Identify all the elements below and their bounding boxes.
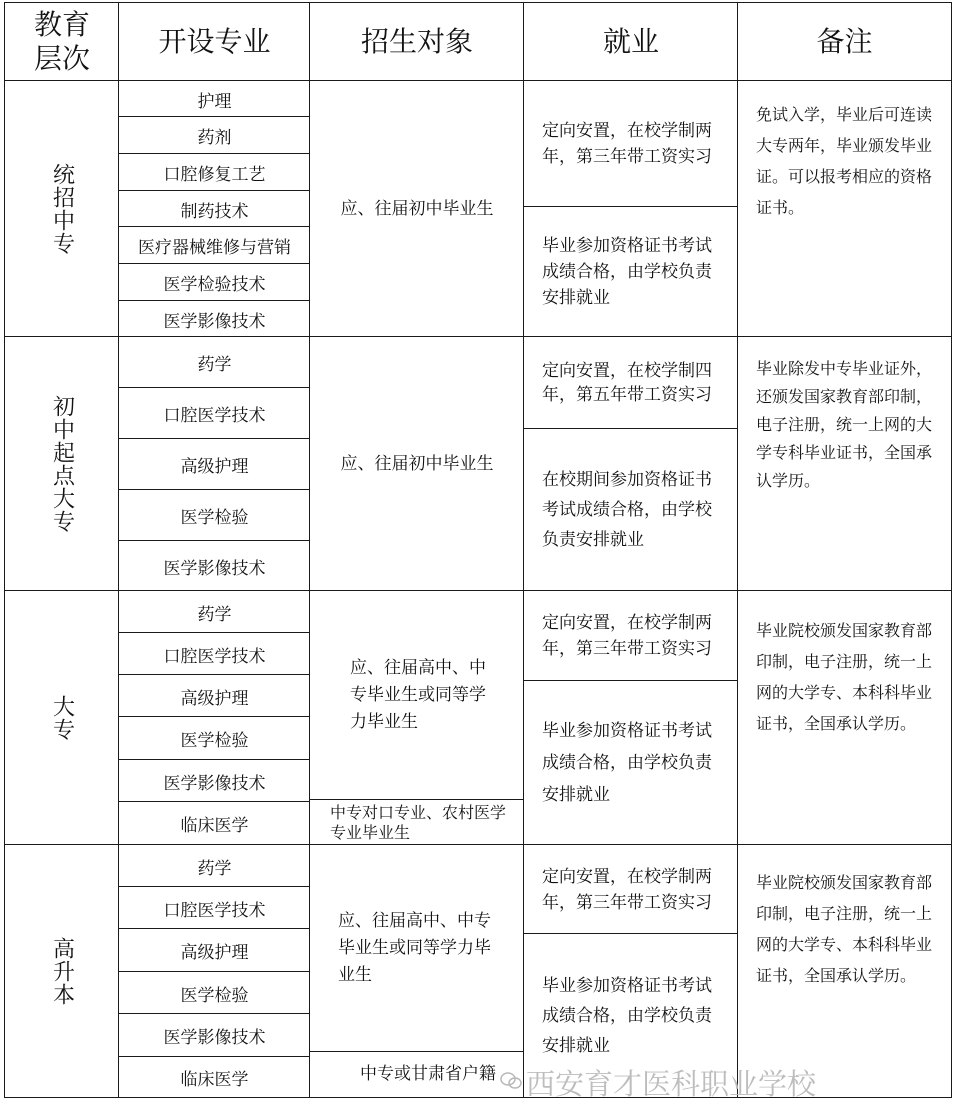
major-cell: 口腔医学技术: [118, 387, 311, 440]
notes-cell: 免试入学，毕业后可连读大专两年，毕业颁发毕业证。可以报考相应的资格证书。: [737, 80, 952, 338]
watermark-text: 西安育才医科职业学校: [526, 1067, 817, 1101]
major-cell: 高级护理: [118, 928, 311, 973]
wechat-icon: [500, 1072, 522, 1090]
major-cell: 药学: [118, 844, 311, 888]
major-cell: 药剂: [118, 116, 311, 155]
header-level-line1: 教育: [33, 8, 90, 42]
target-cell-secondary: 中专或甘肃省户籍: [309, 1051, 525, 1098]
notes-cell: 毕业除发中专毕业证外，还颁发国家教育部印制，电子注册，统一上网的大学专科毕业证书，全国承认学历。: [737, 336, 952, 592]
major-cell: 药学: [118, 590, 311, 634]
employment-cell: 毕业参加资格证书考试成绩合格，由学校负责安排就业: [523, 680, 739, 846]
major-cell: 医学检验: [118, 971, 311, 1015]
header-employment: 就业: [523, 2, 739, 82]
target-cell: 应、往届初中毕业生: [309, 80, 525, 338]
target-cell: 应、往届初中毕业生: [309, 336, 525, 592]
employment-cell: 毕业参加资格证书考试成绩合格，由学校负责安排就业: [523, 206, 739, 338]
major-cell: 高级护理: [118, 438, 311, 491]
target-cell: 应、往届高中、中专毕业生或同等学力毕业生: [309, 844, 525, 1053]
employment-cell: 定向安置，在校学制两年，第三年带工资实习: [523, 80, 739, 208]
header-level-line2: 层次: [33, 42, 90, 75]
level-cell: 初中起点大专: [4, 336, 120, 592]
target-cell-secondary: 中专对口专业、农村医学专业毕业生: [309, 799, 525, 846]
major-cell: 医疗器械维修与营销: [118, 226, 311, 265]
major-cell: 医学影像技术: [118, 1013, 311, 1058]
major-cell: 口腔修复工艺: [118, 153, 311, 192]
major-cell: 护理: [118, 80, 311, 118]
level-cell: 大专: [4, 590, 120, 846]
employment-cell: 定向安置，在校学制两年，第三年带工资实习: [523, 590, 739, 682]
major-cell: 口腔医学技术: [118, 886, 311, 930]
major-cell: 医学检验: [118, 716, 311, 761]
major-cell: 医学影像技术: [118, 759, 311, 803]
major-cell: 临床医学: [118, 801, 311, 846]
major-cell: 制药技术: [118, 190, 311, 228]
employment-cell: 定向安置，在校学制两年，第三年带工资实习: [523, 844, 739, 935]
major-cell: 医学检验: [118, 489, 311, 542]
major-cell: 临床医学: [118, 1056, 311, 1098]
notes-cell: 毕业院校颁发国家教育部印制，电子注册，统一上网的大学专、本科科毕业证书，全国承认学历。: [737, 844, 952, 1098]
major-cell: 药学: [118, 336, 311, 389]
level-cell: 高升本: [4, 844, 120, 1098]
major-cell: 高级护理: [118, 674, 311, 718]
major-cell: 医学影像技术: [118, 300, 311, 338]
header-majors: 开设专业: [118, 2, 311, 82]
major-cell: 口腔医学技术: [118, 632, 311, 676]
employment-cell: 毕业参加资格证书考试成绩合格，由学校负责安排就业: [523, 933, 739, 1098]
employment-cell: 在校期间参加资格证书考试成绩合格，由学校负责安排就业: [523, 428, 739, 592]
header-target: 招生对象: [309, 2, 525, 82]
notes-cell: 毕业院校颁发国家教育部印制，电子注册，统一上网的大学专、本科科毕业证书，全国承认学历。: [737, 590, 952, 846]
header-notes: 备注: [737, 2, 952, 82]
level-cell: 统招中专: [4, 80, 120, 338]
target-cell: 应、往届高中、中专毕业生或同等学力毕业生: [309, 590, 525, 801]
major-cell: 医学检验技术: [118, 263, 311, 302]
header-level: [4, 2, 120, 82]
employment-cell: 定向安置，在校学制四年，第五年带工资实习: [523, 336, 739, 430]
major-cell: 医学影像技术: [118, 540, 311, 592]
